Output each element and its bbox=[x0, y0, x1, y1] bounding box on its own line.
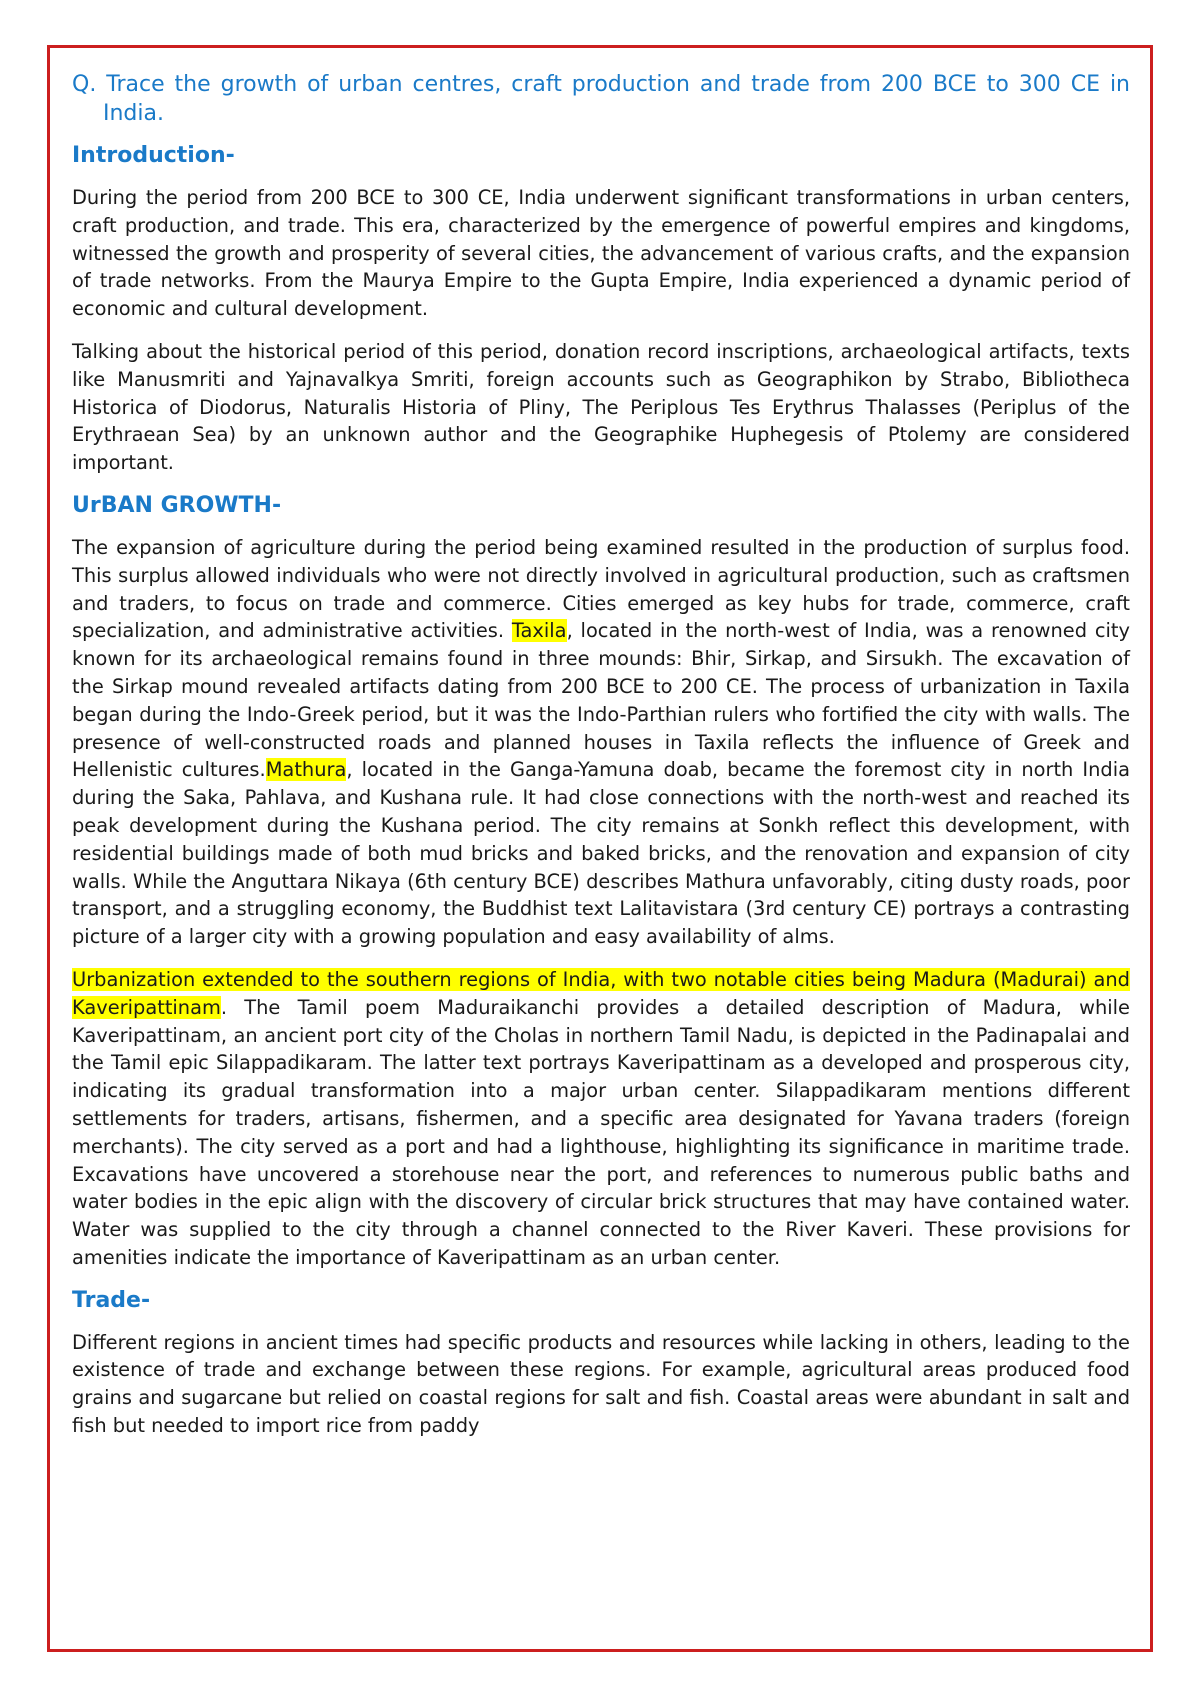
highlight-mathura: Mathura bbox=[265, 758, 347, 782]
urban-paragraph-2 bbox=[72, 966, 1130, 1272]
highlight-taxila: Taxila bbox=[511, 619, 567, 643]
section-heading-trade: Trade- bbox=[72, 1287, 151, 1313]
question-title: Q. Trace the growth of urban centres, craft production and trade from 200 BCE to 300 CE in India. bbox=[72, 72, 1130, 126]
urban-text-segment: , located in the Ganga-Yamuna doab, became the foremost city in north India during the Saka, Pahlava, and Kushana rule. It had close connections with the north-west and reached its peak development during the Kushana period. The city remains at Sonkh reflect this development, with residential buildings made of both mud bricks and baked bricks, and the renovation and expansion of city walls. While the Anguttara Nikaya (6th century BCE) describes Mathura unfavorably, citing dusty roads, poor transport, and a struggling economy, the Buddhist text Lalitavistara (3rd century CE) portrays a contrasting picture of a larger city with a growing population and easy availability of alms. bbox=[72, 758, 1130, 949]
urban-text-segment: The expansion of agriculture during the period being examined resulted in the production of surplus food. This surplus allowed individuals who were not directly involved in agricultural production, such as craftsmen and traders, to focus on trade and commerce. Cities emerged as key hubs for trade, commerce, craft specialization, and administrative activities. bbox=[72, 535, 1130, 643]
urban-paragraph-1 bbox=[72, 534, 1130, 951]
section-heading-urban-growth: UrBAN GROWTH- bbox=[72, 492, 282, 518]
urban-text-segment: . The Tamil poem Maduraikanchi provides a detailed description of Madura, while Kaveripattinam, an ancient port city of the Cholas in northern Tamil Nadu, is depicted in the Padinapalai and the Tamil epic Silappadikaram. The latter text portrays Kaveripattinam as a developed and prosperous city, indicating its gradual transformation into a major urban center. Silappadikaram mentions different settlements for traders, artisans, fishermen, and a specific area designated for Yavana traders (foreign merchants). The city served as a port and had a lighthouse, highlighting its significance in maritime trade. Excavations have uncovered a storehouse near the port, and references to numerous public baths and water bodies in the epic align with the discovery of circular brick structures that may have contained water. Water was supplied to the city through a channel connected to the River Kaveri. These provisions for amenities indicate the importance of Kaveripattinam as an urban center. bbox=[72, 995, 1130, 1269]
highlight-southern-urbanization: Urbanization extended to the southern regions of India, with two notable cities being Madura (Madurai) and Kaveripattinam bbox=[72, 967, 1130, 1019]
document-body bbox=[72, 70, 1130, 1455]
trade-paragraph-1: Different regions in ancient times had specific products and resources while lacking in others, leading to the existence of trade and exchange between these regions. For example, agricultural areas produced food grains and sugarcane but relied on coastal regions for salt and fish. Coastal areas were abundant in salt and fish but needed to import rice from paddy bbox=[72, 1330, 1130, 1438]
section-heading-introduction: Introduction- bbox=[72, 143, 235, 168]
intro-paragraph-1: During the period from 200 BCE to 300 CE, India underwent significant transformations in urban centers, craft production, and trade. This era, characterized by the emergence of powerful empires and kingdoms, witnessed the growth and prosperity of several cities, the advancement of various crafts, and the expansion of trade networks. From the Maurya Empire to the Gupta Empire, India experienced a dynamic period of economic and cultural development. bbox=[72, 186, 1130, 321]
intro-paragraph-2: Talking about the historical period of this period, donation record inscriptions, archaeological artifacts, texts like Manusmriti and Yajnavalkya Smriti, foreign accounts such as Geographikon by Strabo, Bibliotheca Historica of Diodorus, Naturalis Historia of Pliny, The Periplous Tes Erythrus Thalasses (Periplus of the Erythraean Sea) by an unknown author and the Geographike Huphegesis of Ptolemy are considered important. bbox=[72, 339, 1130, 475]
urban-text-segment: , located in the north-west of India, was a renowned city known for its archaeological remains found in three mounds: Bhir, Sirkap, and Sirsukh. The excavation of the Sirkap mound revealed artifacts dating from 200 BCE to 200 CE. The process of urbanization in Taxila began during the Indo-Greek period, but it was the Indo-Parthian rulers who fortified the city with walls. The presence of well-constructed roads and planned houses in Taxila reflects the influence of Greek and Hellenistic cultures. bbox=[72, 619, 1130, 782]
